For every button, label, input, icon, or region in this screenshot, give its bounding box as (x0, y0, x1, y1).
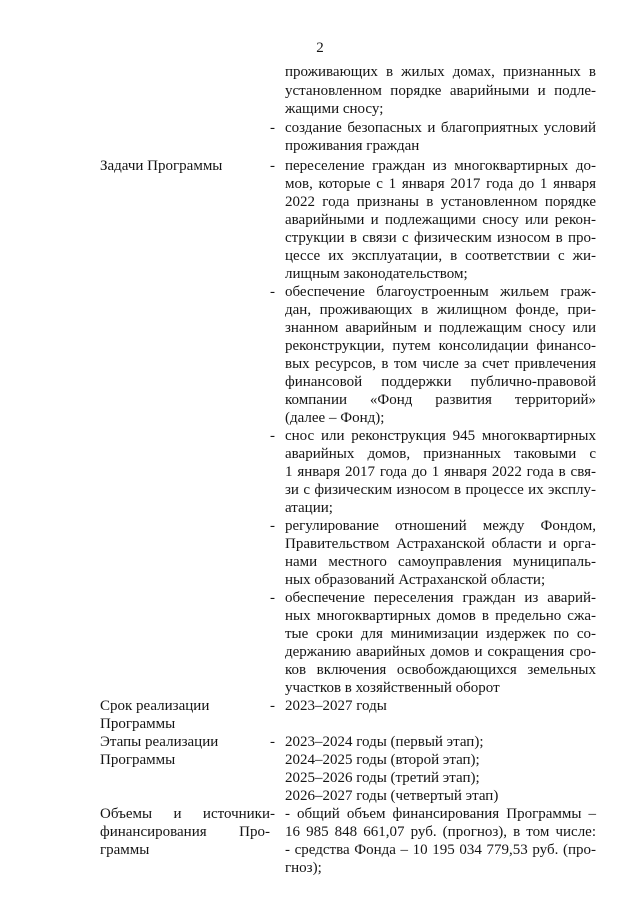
list-dash: - (270, 120, 275, 136)
text-line: струкции в связи с физическим износом в про- (285, 230, 596, 246)
text-line: обеспечение переселения граждан из аварий- (285, 590, 596, 606)
row-label: Задачи Программы (100, 158, 223, 174)
text-line: 2023–2024 годы (первый этап); (285, 734, 484, 750)
text-line: - средства Фонда – 10 195 034 779,53 руб. (про- (285, 842, 596, 858)
text-line: 16 985 848 661,07 руб. (прогноз), в том числе: (285, 824, 596, 840)
text-line: атации; (285, 500, 333, 516)
text-line: финансовой поддержки публично-правовой (285, 374, 596, 390)
text-line: вых ресурсов, в том числе за счет привлечения (285, 356, 596, 372)
text-line: 2023–2027 годы (285, 698, 387, 714)
text-line: дан, проживающих в жилищном фонде, при- (285, 302, 596, 318)
text-line: реконструкции, путем консолидации финансо- (285, 338, 596, 354)
text-line: ных многоквартирных домов в предельно сжа- (285, 608, 596, 624)
list-dash: - (270, 590, 275, 606)
list-dash: - (270, 806, 275, 822)
text-line: держанию аварийных домов и сокращения сро- (285, 644, 596, 660)
text-line: зи с физическим износом в процессе их эксплу- (285, 482, 596, 498)
row-label: Программы (100, 716, 176, 732)
text-line: (далее – Фонд); (285, 410, 385, 426)
row-label: Срок реализации (100, 698, 210, 714)
text-line: 2026–2027 годы (четвертый этап) (285, 788, 499, 804)
text-line: участков в хозяйственный оборот (285, 680, 500, 696)
text-line: компании «Фонд развития территорий» (285, 392, 596, 408)
text-line: проживающих в жилых домах, признанных в (285, 64, 596, 80)
list-dash: - (270, 428, 275, 444)
text-line: создание безопасных и благоприятных условий (285, 120, 596, 136)
text-line: ков включения освобождающихся земельных (285, 662, 596, 678)
text-line: установленном порядке аварийными и подле- (285, 83, 596, 99)
list-dash: - (270, 698, 275, 714)
text-line: знанном аварийным и подлежащим сносу или (285, 320, 596, 336)
text-line: Правительством Астраханской области и орга- (285, 536, 596, 552)
text-line: цессе их эксплуатации, в соответствии с жи- (285, 248, 596, 264)
text-line: 2024–2025 годы (второй этап); (285, 752, 480, 768)
list-dash: - (270, 158, 275, 174)
row-label: Этапы реализации (100, 734, 219, 750)
text-line: ных образований Астраханской области; (285, 572, 546, 588)
text-line: тые сроки для минимизации издержек по со- (285, 626, 596, 642)
text-line: регулирование отношений между Фондом, (285, 518, 596, 534)
row-label: финансирования Про- (100, 824, 270, 840)
list-dash: - (270, 518, 275, 534)
text-line: 2025–2026 годы (третий этап); (285, 770, 480, 786)
text-line: аварийными и подлежащими сносу или рекон- (285, 212, 596, 228)
text-line: снос или реконструкция 945 многоквартирных (285, 428, 596, 444)
text-line: жащими сносу; (285, 101, 384, 117)
page-number: 2 (316, 40, 324, 56)
text-line: гноз); (285, 860, 322, 876)
text-line: переселение граждан из многоквартирных до- (285, 158, 596, 174)
text-line: нами местного самоуправления муниципаль- (285, 554, 596, 570)
text-line: обеспечение благоустроенным жильем граж- (285, 284, 596, 300)
list-dash: - (270, 734, 275, 750)
list-dash: - (270, 284, 275, 300)
row-label: граммы (100, 842, 150, 858)
text-line: аварийных домов, признанных таковыми с (285, 446, 596, 462)
text-line: проживания граждан (285, 138, 420, 154)
text-line: - общий объем финансирования Программы – (285, 806, 596, 822)
text-line: лищным законодательством; (285, 266, 468, 282)
text-line: мов, которые с 1 января 2017 года до 1 января (285, 176, 596, 192)
text-line: 2022 года признаны в установленном порядке (285, 194, 596, 210)
row-label: Объемы и источники (100, 806, 270, 822)
row-label: Программы (100, 752, 176, 768)
text-line: 1 января 2017 года до 1 января 2022 года в свя- (285, 464, 596, 480)
